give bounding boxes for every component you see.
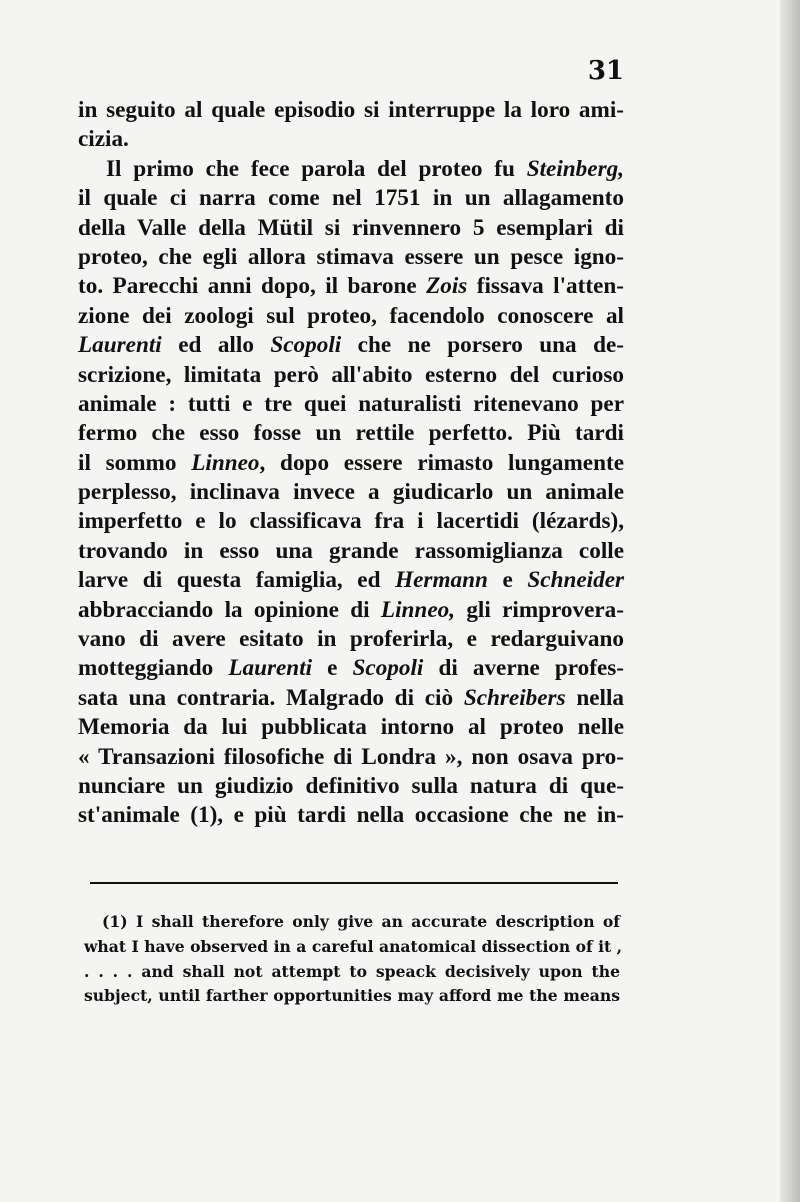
person-name: Schneider <box>527 567 625 594</box>
person-name: Scopoli <box>352 655 424 682</box>
person-name: Linneo, <box>380 596 456 623</box>
text-line: il sommo Linneo, dopo essere rimasto lungamente <box>78 449 624 476</box>
text-line: vano di avere esitato in proferirla, e redarguivano <box>78 626 624 653</box>
text-line: animale : tutti e tre quei naturalisti ritenevano per <box>78 390 624 417</box>
text-line: proteo, che egli allora stimava essere un pesce igno- <box>78 243 624 270</box>
page-number: 31 <box>587 56 624 86</box>
text-line: perplesso, inclinava invece a giudicarlo un animale <box>78 479 624 506</box>
text-line: Memoria da lui pubblicata intorno al proteo nelle <box>78 714 624 741</box>
page-edge-shadow <box>780 0 800 1202</box>
text-line: sata una contraria. Malgrado di ciò Schreibers nella <box>78 684 624 711</box>
person-name: Laurenti <box>78 332 162 359</box>
text-line: « Transazioni filosofiche di Londra », non osava pro- <box>78 743 624 770</box>
footnote-line: subject, until farther opportunities may afford me the means <box>84 986 620 1006</box>
footnote-line: (1) I shall therefore only give an accurate description of <box>102 912 620 931</box>
person-name: Laurenti <box>228 655 313 682</box>
text-line: imperfetto e lo classificava fra i lacertidi (lézards), <box>78 508 624 535</box>
text-line: nunciare un giudizio definitivo sulla natura di que- <box>78 772 624 799</box>
person-name: Scopoli <box>270 332 342 359</box>
text-line: to. Parecchi anni dopo, il barone Zois fissava l'atten- <box>78 273 625 300</box>
text-line: motteggiando Laurenti e Scopoli di averne profes- <box>78 655 624 682</box>
text-line: Laurenti ed allo Scopoli che ne porsero una de- <box>78 332 624 359</box>
text-line: cizia. <box>78 126 129 153</box>
person-name: Hermann <box>395 567 488 594</box>
footnote-divider <box>90 882 618 884</box>
person-name: Linneo <box>191 449 260 476</box>
text-line: trovando in esso una grande rassomiglianza colle <box>78 537 624 564</box>
footnote-line: . . . . and shall not attempt to speack decisively upon the <box>84 961 620 981</box>
text-line: in seguito al quale episodio si interruppe la loro ami- <box>78 97 624 123</box>
body-text <box>78 96 624 831</box>
person-name: Schreibers <box>463 684 566 711</box>
text-line: il quale ci narra come nel 1751 in un allagamento <box>78 185 624 212</box>
text-line: abbracciando la opinione di Linneo, gli rimprovera- <box>78 596 625 623</box>
text-line: Il primo che fece parola del proteo fu Steinberg, <box>106 155 624 182</box>
text-line: fermo che esso fosse un rettile perfetto. Più tardi <box>78 420 624 447</box>
text-line: scrizione, limitata però all'abito esterno del curioso <box>78 361 624 388</box>
footnote <box>84 910 623 1009</box>
text-line: della Valle della Mütil si rinvennero 5 esemplari di <box>78 214 624 241</box>
footnote-line: what I have observed in a careful anatomical dissection of it , <box>84 936 623 956</box>
person-name: Steinberg, <box>526 155 624 182</box>
text-line: st'animale (1), e più tardi nella occasione che ne in- <box>78 802 624 829</box>
text-line: larve di questa famiglia, ed Hermann e Schneider <box>78 567 625 594</box>
text-line: zione dei zoologi sul proteo, facendolo conoscere al <box>78 302 624 329</box>
person-name: Zois <box>426 273 468 300</box>
